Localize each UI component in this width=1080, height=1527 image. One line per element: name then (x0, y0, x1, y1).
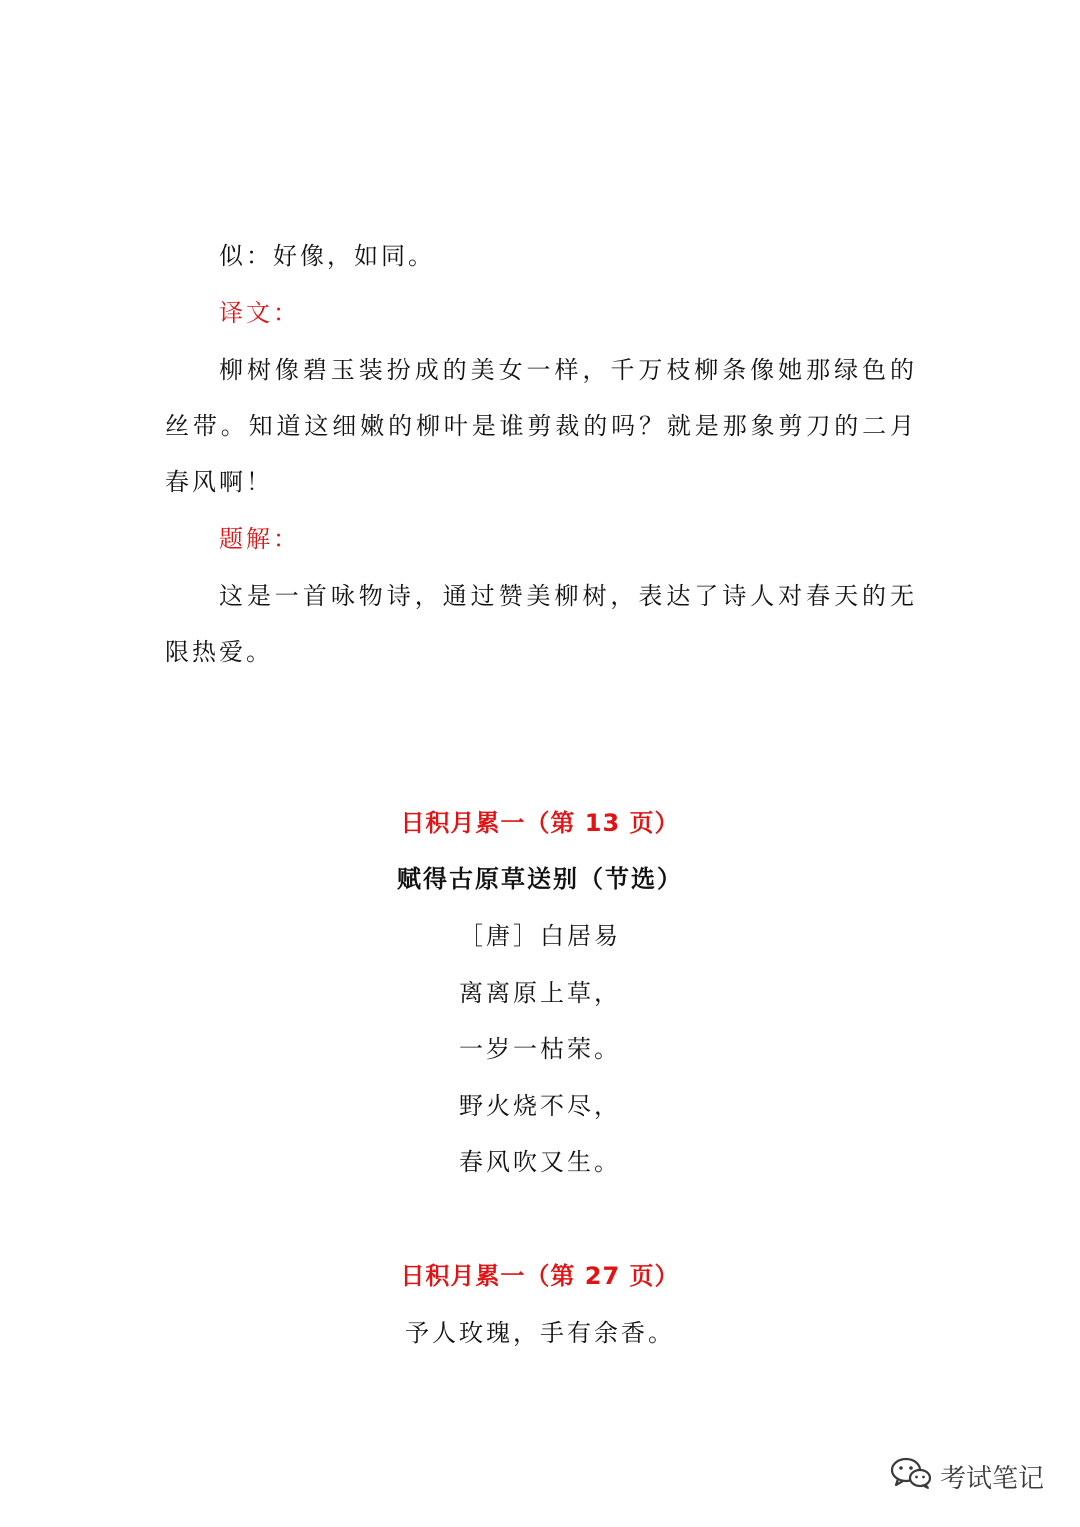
translation-label: 译文： (219, 299, 300, 327)
poem-line: 野火烧不尽， (459, 1092, 621, 1120)
explanation-label: 题解： (219, 525, 300, 553)
section-heading-page-27: 日积月累一（第 27 页） (400, 1262, 680, 1290)
translation-text: 柳树像碧玉装扮成的美女一样，千万枝柳条像她那绿色的丝带。知道这细嫩的柳叶是谁剪裁的吗？就是那象剪刀的二月春风啊！ (165, 356, 917, 496)
poem-author: ［唐］白居易 (459, 922, 621, 950)
watermark (890, 1456, 1044, 1497)
poem-title: 赋得古原草送别（节选） (397, 865, 683, 893)
saying-text: 予人玫瑰，手有余香。 (405, 1319, 675, 1347)
definition-text: 似：好像，如同。 (219, 242, 435, 270)
poem-line: 一岁一枯荣。 (459, 1035, 621, 1063)
wechat-icon (890, 1456, 932, 1497)
explanation-text: 这是一首咏物诗，通过赞美柳树，表达了诗人对春天的无限热爱。 (165, 582, 917, 666)
watermark-text: 考试笔记 (939, 1464, 1044, 1494)
poem-line: 离离原上草， (459, 979, 621, 1007)
poem-line: 春风吹又生。 (459, 1148, 621, 1176)
section-heading-page-13: 日积月累一（第 13 页） (400, 809, 680, 837)
